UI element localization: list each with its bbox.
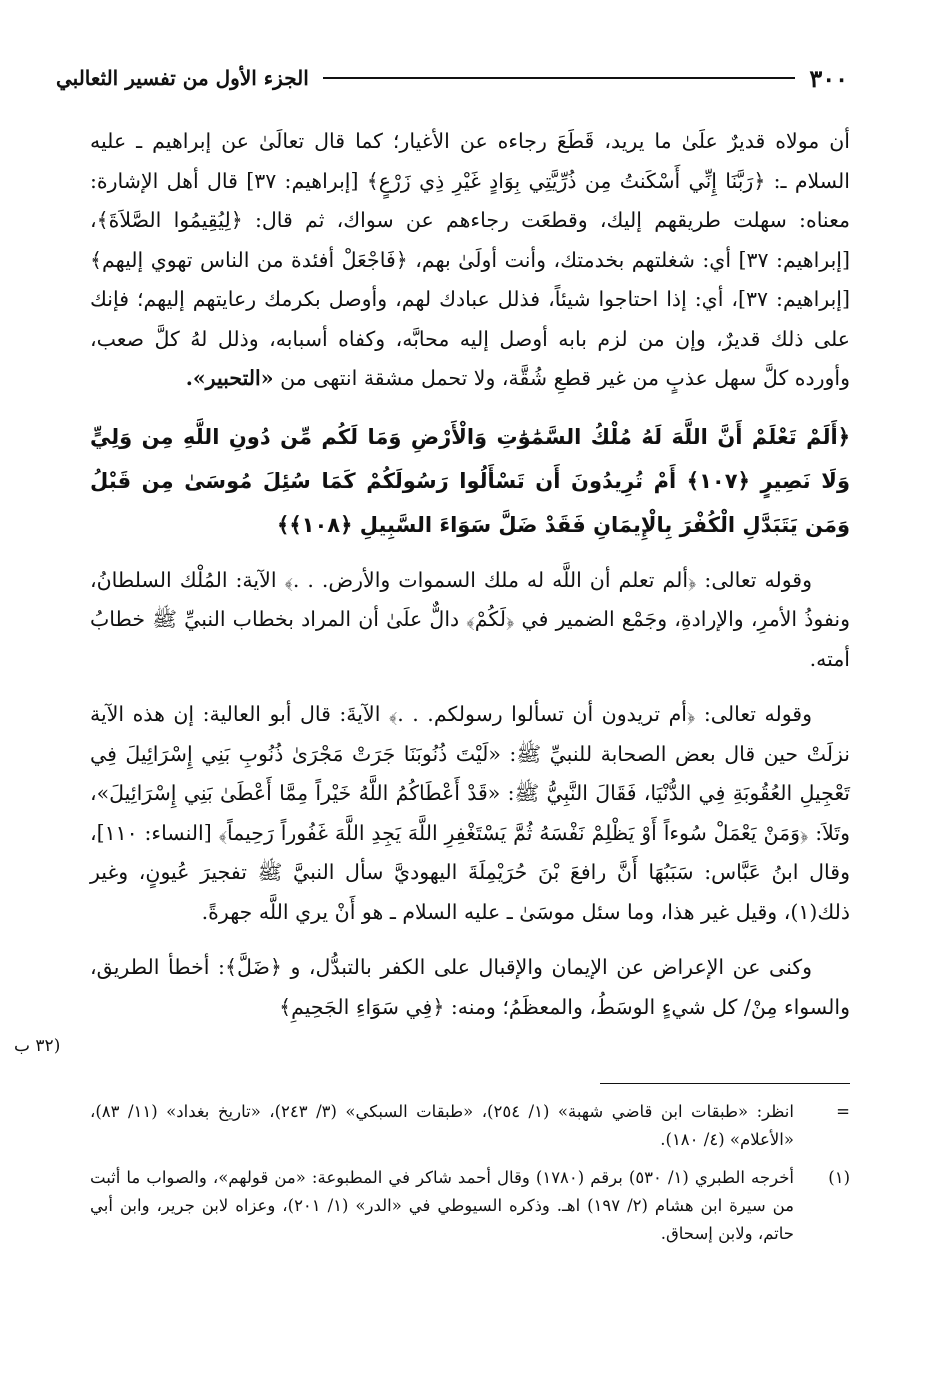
paragraph-3: وقوله تعالى: ﴿أم تريدون أن تسألوا رسولكم. . .﴾ الآيةَ: قال أبو العالية: إن هذه الآية نزلَتْ حين قال بعض الصحابة للنبيِّ ﷺ: «لَيْتَ ذُنُوبَنَا جَرَتْ مَجْرَىٰ ذُنُوبِ بَنِي إِسْرَائِيلَ فِي تَعْجِيلِ العُقُوبَةِ فِي الدُّنْيَا، فَقَالَ النَّبِيُّ ﷺ: «قَدْ أَعْطَاكُمُ اللَّهُ خَيْراً مِمَّا أَعْطَىٰ بَنِي إِسْرَائِيلَ»، وتَلاَ: ﴿وَمَنْ يَعْمَلْ سُوءاً أَوْ يَظْلِمْ نَفْسَهُ ثُمَّ يَسْتَغْفِرِ اللَّهَ يَجِدِ اللَّهَ غَفُوراً رَحِيماً﴾ [النساء: ١١٠]، وقال ابنُ عَبَّاس: سَبَبُهَا أَنَّ رافعَ بْنَ حُرَيْمِلَةَ اليهوديَّ سأل النبيَّ ﷺ تفجيرَ عُيونٍ، وغير ذلك(١)، وقيل غير هذا، وما سئل موسَىٰ ـ عليه السلام ـ هو أَنْ يري اللَّه جهرةً. (90, 702, 850, 924)
paragraph-1 (90, 122, 850, 399)
running-title: الجزء الأول من تفسير الثعالبي (56, 66, 309, 90)
footnotes (90, 1098, 850, 1258)
footnote-mark: = (836, 1102, 850, 1121)
paragraph-4: وكنى عن الإعراض عن الإيمان والإقبال على الكفر بالتبدُّل، و ﴿ضَلَّ﴾: أخطأ الطريق، والسواء مِنْ/ كل شيءٍ الوسَطُ، والمعظَمُ؛ ومنه: ﴿فِي سَوَاءِ الجَحِيمِ﴾ (90, 955, 850, 1019)
running-header (56, 58, 848, 98)
main-text (90, 122, 850, 1043)
header-rule (323, 77, 796, 79)
paragraph-1-source: «التحبير». (185, 366, 274, 390)
paragraph-2: وقوله تعالى: ﴿ألم تعلم أن اللَّه له ملك السموات والأرض. . .﴾ الآية: المُلْك السلطانُ، ونفوذُ الأمرِ، والإرادةِ، وجَمْع الضمير في ﴿لَكُمْ﴾ دالٌّ علَىٰ أن المراد بخطاب النبيِّ ﷺ خطابُ أمته. (90, 567, 850, 671)
paragraph-1-text: أن مولاه قديرٌ علَىٰ ما يريد، قَطَعَ رجاءه عن الأغيار؛ كما قال تعالَىٰ عن إبراهيم ـ عليه السلام ـ: ﴿رَبَّنَا إِنِّي أَسْكَنتُ مِن ذُرِّيَّتِي بِوَادٍ غَيْرِ ذِي زَرْعٍ﴾ [إبراهيم: ٣٧] قال أهل الإشارة: معناه: سهلت طريقهم إليك، وقطعَت رجاءهم عن سواك، ثم قال: ﴿لِيُقِيمُوا الصَّلاَةَ﴾، [إبراهيم: ٣٧] أي: شغلتهم بخدمتك، وأنت أولَىٰ بهم، ﴿فَاجْعَلْ أفئدة من الناس تهوي إليهم﴾ [إبراهيم: ٣٧]، أي: إذا احتاجوا شيئاً، فذلل عبادك لهم، وأوصل بكرمك رعايتهم إليهم؛ فإنك على ذلك قديرٌ، وإن من لزم بابه أوصل إليه محابَّه، وكفاه أسبابه، وذلل لهُ كلَّ صعب، وأورده كلَّ سهل عذبٍ من غير قطعِ شُقَّة، ولا تحمل مشقة انتهى من (90, 129, 851, 390)
footnote-mark: (١) (828, 1168, 850, 1187)
footnote-item (90, 1098, 850, 1154)
footnote-text: أخرجه الطبري (١/ ٥٣٠) برقم (١٧٨٠) وقال أحمد شاكر في المطبوعة: «من قولهم»، والصواب ما أثبت من سيرة ابن هشام (٢/ ١٩٧) اهـ. وذكره السيوطي في «الدر» (١/ ٢٠١)، وعزاه لابن جرير، وابن أبي حاتم، ولابن إسحاق. (90, 1168, 795, 1243)
quran-verse: ﴿أَلَمْ تَعْلَمْ أَنَّ اللَّهَ لَهُ مُلْكُ السَّمَٰوَٰتِ وَالْأَرْضِ وَمَا لَكُم مِّن دُونِ اللَّهِ مِن وَلِيٍّ وَلَا نَصِيرٍ ﴿١٠٧﴾ أَمْ تُرِيدُونَ أَن تَسْأَلُوا رَسُولَكُمْ كَمَا سُئِلَ مُوسَىٰ مِن قَبْلُ وَمَن يَتَبَدَّلِ الْكُفْرَ بِالْإِيمَانِ فَقَدْ ضَلَّ سَوَاءَ السَّبِيلِ ﴿١٠٨﴾﴾ (90, 424, 850, 537)
page-number: ٣٠٠ (809, 63, 848, 93)
footnote-item (90, 1164, 850, 1248)
footnote-rule (600, 1083, 850, 1084)
manuscript-folio-note: (٣٢ ب (14, 1036, 61, 1056)
footnote-text: انظر: «طبقات ابن قاضي شهبة» (١/ ٢٥٤)، «طبقات السبكي» (٣/ ٢٤٣)، «تاريخ بغداد» (١١/ ٨٣)، «الأعلام» (٤/ ١٨٠). (90, 1102, 794, 1149)
